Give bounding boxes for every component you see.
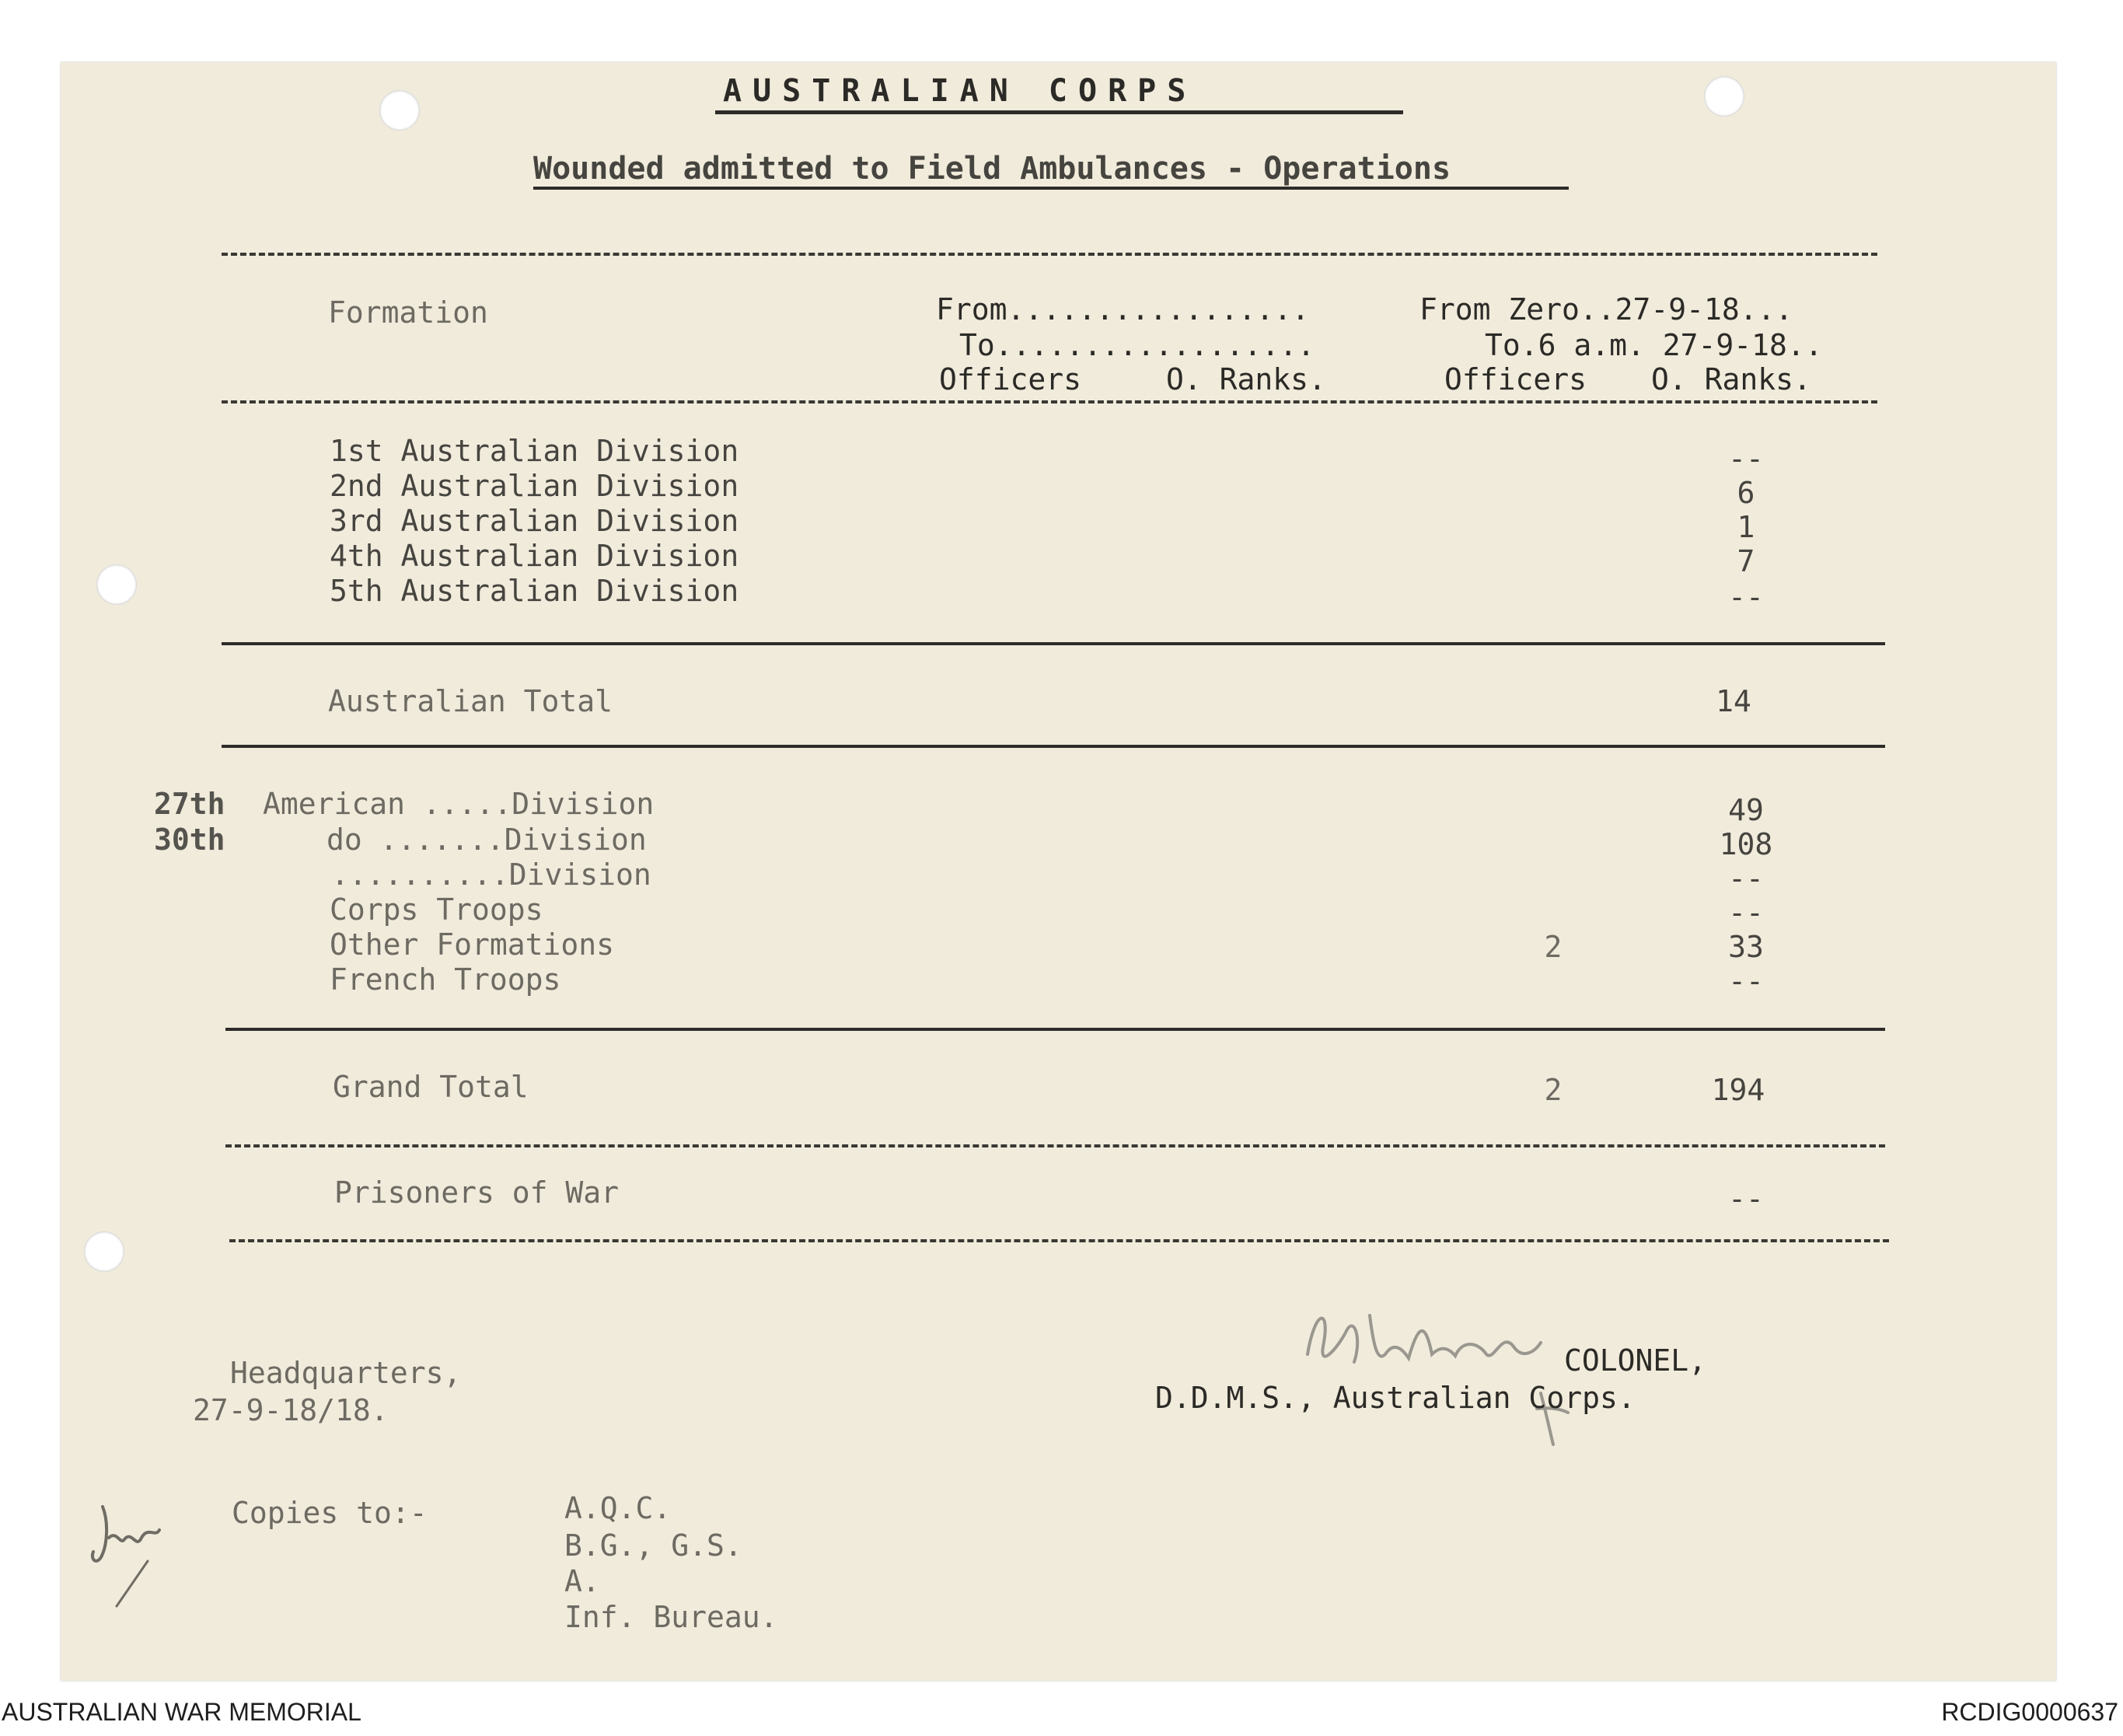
grand-total-officers: 2: [1544, 1073, 1563, 1107]
period1-ranks-header: O. Ranks.: [1166, 362, 1326, 396]
punch-hole: [84, 1231, 124, 1272]
row-prefix: 30th: [154, 823, 225, 857]
section-rule: [225, 1144, 1885, 1147]
copies-recipient: A.Q.C.: [564, 1491, 672, 1525]
row-officers: 2: [1544, 930, 1563, 964]
division-label: 1st Australian Division: [330, 434, 739, 468]
punch-hole: [379, 90, 420, 131]
row-ranks: 108: [1719, 827, 1773, 861]
row-ranks: --: [1728, 861, 1764, 896]
location-label: Headquarters,: [230, 1356, 462, 1390]
document-title: AUSTRALIAN CORPS: [723, 73, 1197, 109]
division-ranks: --: [1728, 442, 1764, 476]
row-ranks: --: [1728, 896, 1764, 930]
section-rule: [222, 642, 1885, 645]
division-label: 3rd Australian Division: [330, 504, 739, 538]
period1-officers-header: Officers: [939, 362, 1082, 396]
division-ranks: 1: [1737, 510, 1755, 544]
signature-rank: COLONEL,: [1564, 1343, 1707, 1378]
row-label: Corps Troops: [330, 892, 543, 927]
division-ranks: 6: [1737, 476, 1755, 510]
header-rule: [222, 400, 1877, 403]
document-subtitle: Wounded admitted to Field Ambulances - Operations: [533, 151, 1451, 187]
row-ranks: 49: [1728, 793, 1764, 827]
row-label: Other Formations: [330, 927, 615, 962]
australian-total-label: Australian Total: [328, 684, 613, 718]
title-underline: [715, 110, 1403, 114]
australian-total-ranks: 14: [1716, 684, 1751, 718]
division-ranks: 7: [1737, 544, 1755, 578]
table-bottom-rule: [229, 1239, 1889, 1242]
period2-to: To.6 a.m. 27-9-18..: [1485, 328, 1823, 362]
division-ranks: --: [1728, 580, 1764, 614]
period2-officers-header: Officers: [1444, 362, 1587, 396]
copies-label: Copies to:-: [232, 1496, 428, 1530]
prisoners-ranks: --: [1728, 1182, 1764, 1216]
row-ranks: 33: [1728, 930, 1764, 964]
table-top-rule: [222, 253, 1877, 256]
row-prefix: 27th: [154, 787, 225, 821]
division-label: 2nd Australian Division: [330, 469, 739, 503]
division-label: 4th Australian Division: [330, 539, 739, 573]
footer-catalog-id: RCDIG0000637: [1941, 1698, 2118, 1726]
footer-institution: AUSTRALIAN WAR MEMORIAL: [2, 1698, 361, 1726]
grand-total-ranks: 194: [1711, 1073, 1765, 1107]
period2-from: From Zero..27-9-18...: [1419, 292, 1793, 327]
copies-recipient: A.: [564, 1564, 600, 1598]
row-label: French Troops: [330, 962, 561, 997]
row-label: do .......Division: [326, 823, 647, 857]
period1-to: To..................: [959, 328, 1315, 362]
section-rule: [225, 1028, 1885, 1031]
subtitle-underline: [533, 187, 1569, 190]
prisoners-label: Prisoners of War: [334, 1175, 620, 1210]
section-rule: [222, 745, 1885, 748]
punch-hole: [1704, 76, 1744, 117]
copies-recipient: B.G., G.S.: [564, 1528, 742, 1563]
initials-mark: [86, 1491, 171, 1608]
formation-header: Formation: [328, 295, 488, 330]
row-ranks: --: [1728, 964, 1764, 998]
punch-hole: [96, 564, 137, 605]
period2-ranks-header: O. Ranks.: [1651, 362, 1811, 396]
copies-recipient: Inf. Bureau.: [564, 1600, 778, 1634]
grand-total-label: Grand Total: [333, 1070, 529, 1104]
row-label: ..........Division: [331, 858, 651, 892]
division-label: 5th Australian Division: [330, 574, 739, 608]
period1-from: From.................: [936, 292, 1310, 327]
location-date: 27-9-18/18.: [193, 1393, 389, 1427]
signature-title: D.D.M.S., Australian Corps.: [1155, 1381, 1636, 1415]
row-label: American .....Division: [263, 787, 655, 821]
